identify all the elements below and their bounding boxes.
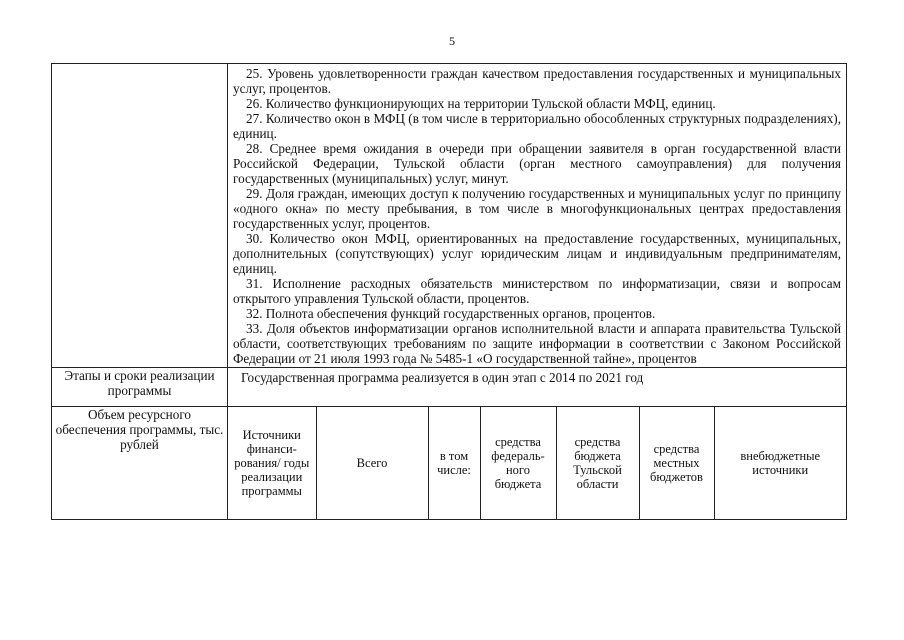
funding-header-sources: Источники финанси-рования/ годы реализации программы: [234, 428, 310, 498]
funding-header-regional: средства бюджета Тульской области: [556, 407, 639, 519]
indicator-item: 30. Количество окон МФЦ, ориентированных на предоставление государственных, муниципальных, дополнительных (сопутствующих) услуг юридическим лицам и индивидуальным предпринимателям, единиц.: [233, 231, 841, 276]
funding-header-local: средства местных бюджетов: [639, 407, 714, 519]
funding-header-total: Всего: [316, 407, 428, 519]
page-number: 5: [449, 34, 455, 48]
stages-row: [52, 368, 847, 407]
stages-label: Этапы и сроки реализации программы: [52, 368, 228, 407]
indicator-item: 31. Исполнение расходных обязательств министерством по информатизации, связи и вопросам открытого управления Тульской области, процентов.: [233, 276, 841, 306]
funding-header-table: [228, 407, 846, 519]
funding-row: [52, 407, 847, 520]
stages-cell: [228, 368, 847, 407]
indicator-item: 33. Доля объектов информатизации органов исполнительной власти и аппарата правительства Тульской области, соответствующих требованиям по защите информации в соответствии с Законом Российской Федерации от 21 июля 1993 года № 5485-1 «О государственной тайне», процентов: [233, 321, 841, 366]
funding-header-extrabudgetary: внебюджетные источники: [714, 407, 846, 519]
indicator-item: 28. Среднее время ожидания в очереди при обращении заявителя в орган государственной власти Российской Федерации, Тульской области (орган местного самоуправления) для получения государственных (муниципальных) услуг, минут.: [233, 141, 841, 186]
funding-label: Объем ресурсного обеспечения программы, тыс. рублей: [52, 407, 228, 520]
funding-header-federal: средства федераль-ного бюджета: [480, 407, 556, 519]
indicator-item: 25. Уровень удовлетворенности граждан качеством предоставления государственных и муниципальных услуг, процентов.: [233, 66, 841, 96]
indicator-item: 26. Количество функционирующих на территории Тульской области МФЦ, единиц.: [246, 96, 716, 111]
indicator-item: 32. Полнота обеспечения функций государственных органов, процентов.: [246, 306, 656, 321]
indicator-item: 27. Количество окон в МФЦ (в том числе в территориально обособленных структурных подразделениях), единиц.: [233, 111, 841, 141]
program-passport-table: [51, 63, 847, 520]
stages-text: Государственная программа реализуется в один этап с 2014 по 2021 год: [241, 370, 644, 385]
indicators-row: [52, 64, 847, 368]
funding-header-including: в том числе:: [428, 407, 480, 519]
funding-cell: [228, 407, 847, 520]
indicators-cell: [228, 64, 847, 368]
indicator-item: 29. Доля граждан, имеющих доступ к получению государственных и муниципальных услуг по принципу «одного окна» по месту пребывания, в том числе в многофункциональных центрах предоставления государственных услуг, процентов.: [233, 186, 841, 231]
indicators-label-cell: [52, 64, 228, 368]
